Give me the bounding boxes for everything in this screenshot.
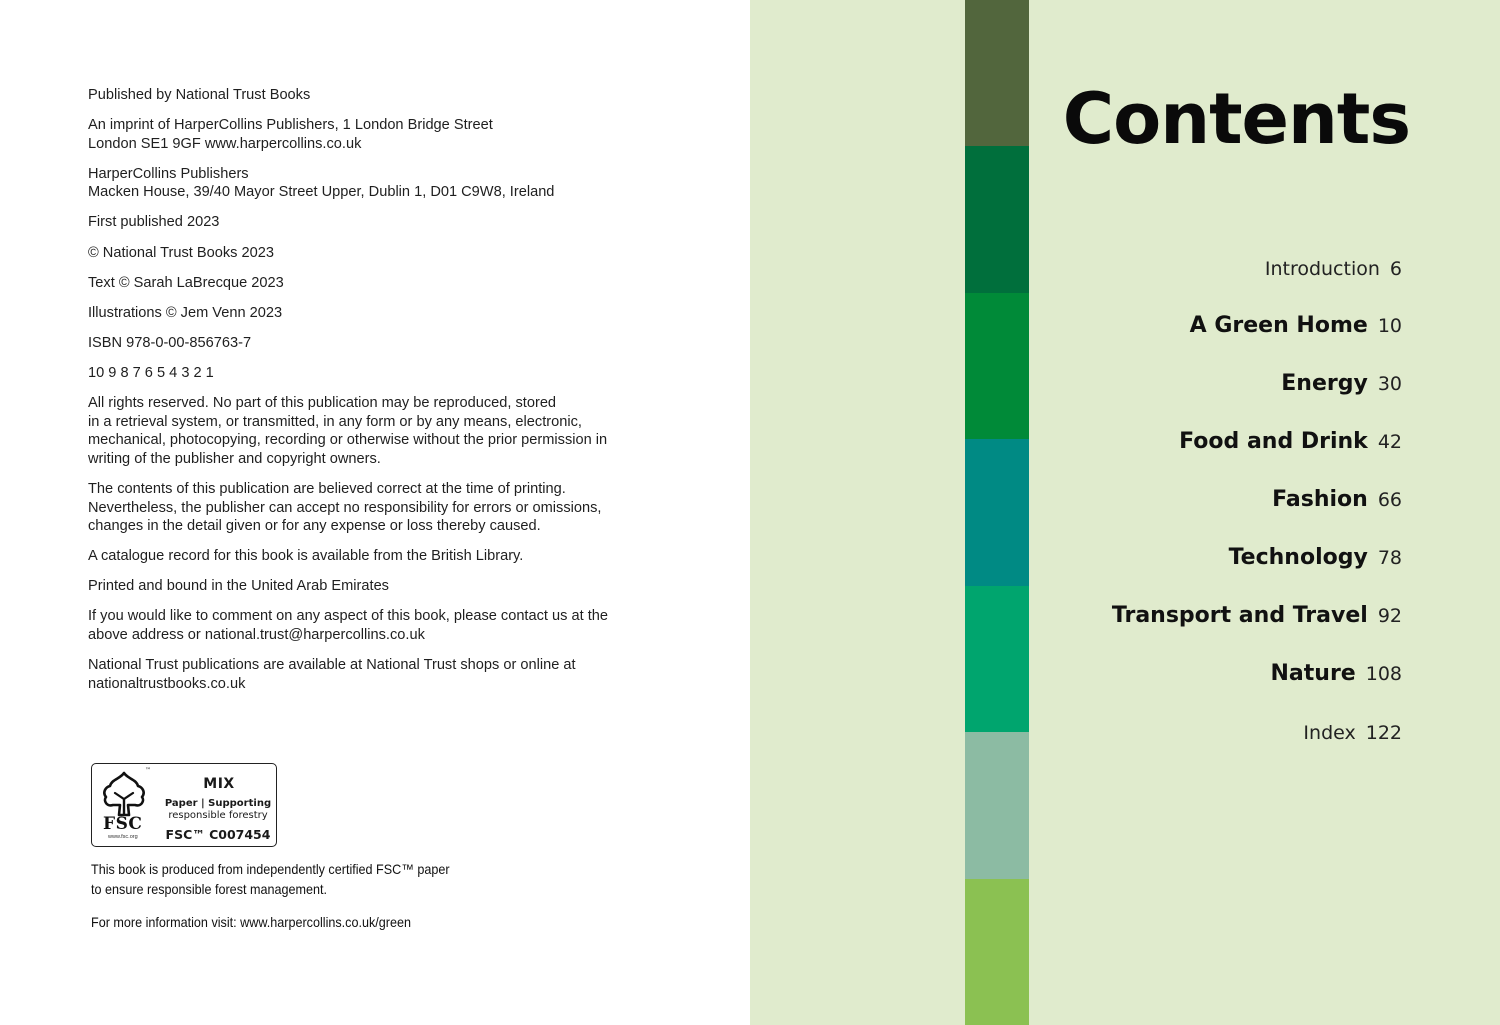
toc-entry-title: A Green Home bbox=[1189, 313, 1368, 338]
fsc-note bbox=[91, 859, 469, 945]
imprint-paragraph: The contents of this publication are believed correct at the time of printing. Nevertheless, the publisher can accept no responsibility for errors or omissions, changes in the detail given or for any expense or loss thereby caused. bbox=[88, 480, 602, 535]
fsc-url: www.fsc.org bbox=[108, 834, 138, 840]
imprint-paragraph: HarperCollins Publishers Macken House, 39/40 Mayor Street Upper, Dublin 1, D01 C9W8, Ireland bbox=[88, 165, 555, 201]
toc-entry[interactable] bbox=[1271, 661, 1402, 686]
toc-entry[interactable] bbox=[1229, 545, 1402, 570]
toc-entry-title: Energy bbox=[1281, 371, 1368, 396]
toc-entry-page: 78 bbox=[1377, 547, 1402, 569]
strip-segment bbox=[965, 879, 1029, 1025]
fsc-label bbox=[91, 763, 277, 847]
fsc-trademark: ™ bbox=[145, 767, 151, 774]
toc-entry[interactable] bbox=[1112, 603, 1402, 628]
imprint-text bbox=[88, 86, 648, 705]
toc-entry-page: 30 bbox=[1377, 373, 1402, 395]
imprint-paragraph: An imprint of HarperCollins Publishers, 1 London Bridge Street London SE1 9GF www.harpercollins.co.uk bbox=[88, 117, 493, 152]
toc-entry-page: 108 bbox=[1365, 663, 1402, 685]
imprint-paragraph: © National Trust Books 2023 bbox=[88, 244, 274, 261]
toc-entry-page: 122 bbox=[1365, 722, 1402, 744]
imprint-paragraph: Text © Sarah LaBrecque 2023 bbox=[88, 274, 284, 291]
toc-entry-title: Fashion bbox=[1272, 487, 1368, 512]
imprint-paragraph: National Trust publications are available at National Trust shops or online at nationaltrustbooks.co.uk bbox=[88, 657, 576, 692]
toc-entry-page: 92 bbox=[1377, 605, 1402, 627]
contents-page bbox=[750, 0, 1500, 1025]
fsc-logo-text: FSC bbox=[103, 814, 143, 834]
imprint-paragraph: If you would like to comment on any aspect of this book, please contact us at the above address or national.trust@harpercollins.co.uk bbox=[88, 608, 608, 643]
strip-segment bbox=[965, 732, 1029, 878]
fsc-more-info: For more information visit: www.harpercollins.co.uk/green bbox=[91, 914, 412, 930]
color-strip bbox=[965, 0, 1029, 1025]
imprint-paragraph: Published by National Trust Books bbox=[88, 87, 311, 103]
toc-entry[interactable] bbox=[1303, 722, 1402, 744]
fsc-license-code: FSC™ C007454 bbox=[165, 827, 271, 842]
toc-entry-title: Technology bbox=[1228, 545, 1368, 570]
toc-entry-title: Nature bbox=[1270, 661, 1356, 686]
strip-segment bbox=[965, 0, 1029, 146]
imprint-paragraph: All rights reserved. No part of this publication may be reproduced, stored in a retrieval system, or transmitted, in any form or by any means, electronic, mechanical, photocopying, recording or otherwise without the prior permission in writing of the publisher and copyright owners. bbox=[88, 395, 608, 467]
toc-entry-title: Transport and Travel bbox=[1111, 603, 1368, 628]
toc-entry-page: 66 bbox=[1377, 489, 1402, 511]
fsc-mix-label: MIX bbox=[203, 776, 235, 792]
fsc-statement: This book is produced from independently certified FSC™ paper to ensure responsible forest management. bbox=[91, 861, 450, 897]
imprint-paragraph: 10 9 8 7 6 5 4 3 2 1 bbox=[88, 364, 214, 381]
toc-entry-page: 10 bbox=[1377, 315, 1402, 337]
imprint-paragraph: Illustrations © Jem Venn 2023 bbox=[88, 304, 283, 321]
imprint-paragraph: A catalogue record for this book is available from the British Library. bbox=[88, 548, 524, 565]
toc-entry-title: Index bbox=[1303, 722, 1356, 744]
fsc-forestry-label: responsible forestry bbox=[168, 810, 268, 821]
strip-segment bbox=[965, 146, 1029, 292]
toc-entry-page: 6 bbox=[1389, 258, 1402, 280]
toc-entry[interactable] bbox=[1265, 258, 1402, 280]
toc-entry-page: 42 bbox=[1377, 431, 1402, 453]
toc-entry[interactable] bbox=[1190, 313, 1402, 338]
page-title: Contents bbox=[1062, 78, 1410, 160]
fsc-paper-label: Paper | Supporting bbox=[164, 798, 272, 809]
toc-entry-title: Food and Drink bbox=[1179, 429, 1368, 454]
imprint-paragraph: ISBN 978-0-00-856763-7 bbox=[88, 334, 252, 351]
toc-entry[interactable] bbox=[1272, 487, 1402, 512]
fsc-tree-icon bbox=[98, 769, 150, 817]
toc-entry-title: Introduction bbox=[1264, 258, 1380, 280]
imprint-paragraph: First published 2023 bbox=[88, 214, 220, 231]
imprint-paragraph: Printed and bound in the United Arab Emirates bbox=[88, 578, 389, 595]
strip-segment bbox=[965, 293, 1029, 439]
strip-segment bbox=[965, 439, 1029, 585]
strip-segment bbox=[965, 586, 1029, 732]
toc-entry[interactable] bbox=[1281, 371, 1402, 396]
toc-entry[interactable] bbox=[1179, 429, 1402, 454]
